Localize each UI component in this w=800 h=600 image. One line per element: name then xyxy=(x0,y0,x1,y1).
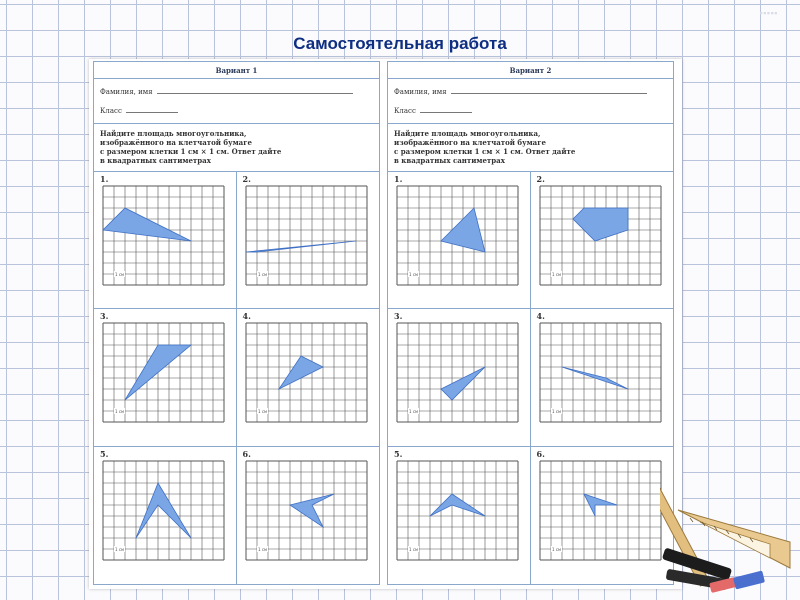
exercise-number: 2. xyxy=(242,174,251,184)
name-row xyxy=(100,88,353,96)
exercise-number: 3. xyxy=(100,311,109,322)
unit-label: 1 см xyxy=(551,272,561,277)
grid-figure xyxy=(102,460,225,561)
grid-figure xyxy=(396,460,519,561)
exercise-number: 4. xyxy=(242,311,251,322)
task-instructions xyxy=(388,124,673,172)
task-line: изображённого на клетчатой бумаге xyxy=(394,138,546,147)
unit-label: 1 см xyxy=(409,546,419,552)
polygon-figure xyxy=(136,483,191,538)
exercise-number: 5. xyxy=(394,448,403,459)
grid-lines xyxy=(103,461,224,560)
unit-label: 1 см xyxy=(257,272,267,277)
exercise-cell xyxy=(237,309,380,446)
grid-lines xyxy=(246,186,367,285)
student-info xyxy=(388,79,673,124)
exercise-number: 2. xyxy=(536,174,545,184)
slide-title: Самостоятельная работа xyxy=(293,34,507,53)
grid-figure xyxy=(102,322,225,423)
task-line: Найдите площадь многоугольника, xyxy=(394,129,541,138)
task-instructions xyxy=(94,124,379,172)
variant-title: Вариант 2 xyxy=(509,65,552,75)
name-row xyxy=(394,88,647,96)
variant-header xyxy=(388,62,673,79)
worksheet-page xyxy=(89,59,682,589)
grid-lines xyxy=(540,186,661,285)
grid-figure xyxy=(245,185,368,286)
name-blank-line xyxy=(157,92,353,94)
grid-lines xyxy=(246,461,367,560)
grid-lines xyxy=(103,323,224,422)
exercises-grid xyxy=(94,172,379,584)
grid-lines xyxy=(397,323,518,422)
task-line: в квадратных сантиметрах xyxy=(100,156,211,165)
grid-lines xyxy=(397,461,518,560)
exercise-cell xyxy=(237,447,380,584)
student-info xyxy=(94,79,379,124)
unit-label: 1 см xyxy=(551,409,561,415)
class-row xyxy=(100,107,178,115)
grid-lines xyxy=(540,461,661,560)
unit-label: 1 см xyxy=(257,546,267,552)
unit-label: 1 см xyxy=(409,272,419,277)
grid-figure xyxy=(245,322,368,423)
task-line: в квадратных сантиметрах xyxy=(394,156,505,165)
grid-lines xyxy=(103,186,224,285)
name-label: Фамилия, имя xyxy=(100,88,153,96)
exercise-number: 4. xyxy=(536,311,545,322)
task-line: с размером клетки 1 см × 1 см. Ответ дайте xyxy=(394,147,576,156)
task-line: с размером клетки 1 см × 1 см. Ответ дайте xyxy=(100,147,282,156)
exercise-cell xyxy=(388,172,531,309)
variant-header xyxy=(94,62,379,79)
task-line: изображённого на клетчатой бумаге xyxy=(100,138,252,147)
unit-label: 1 см xyxy=(551,546,561,552)
grid-lines xyxy=(397,186,518,285)
exercise-number: 6. xyxy=(536,448,545,459)
ruler-and-markers-illustration xyxy=(660,470,800,600)
variant-title: Вариант 1 xyxy=(215,65,258,75)
grid-figure xyxy=(102,185,225,286)
exercise-cell xyxy=(531,172,674,309)
exercise-number: 1. xyxy=(100,174,109,184)
grid-figure xyxy=(396,185,519,286)
grid-figure xyxy=(539,460,662,561)
polygon-figure xyxy=(573,208,628,241)
exercises-grid xyxy=(388,172,673,584)
exercise-number: 1. xyxy=(394,174,403,184)
grid-lines xyxy=(540,323,661,422)
class-label: Класс xyxy=(394,107,416,115)
exercise-cell xyxy=(531,447,674,584)
unit-label: 1 см xyxy=(409,409,419,415)
class-row xyxy=(394,107,472,115)
name-label: Фамилия, имя xyxy=(394,88,447,96)
exercise-cell xyxy=(94,447,237,584)
variant-1-panel xyxy=(93,61,380,585)
class-blank-line xyxy=(420,111,472,113)
unit-label: 1 см xyxy=(115,272,125,277)
class-blank-line xyxy=(126,111,178,113)
exercise-cell xyxy=(531,309,674,446)
variant-2-panel xyxy=(387,61,674,585)
unit-label: 1 см xyxy=(115,546,125,552)
exercise-number: 5. xyxy=(100,448,109,459)
class-label: Класс xyxy=(100,107,122,115)
name-blank-line xyxy=(451,92,647,94)
grid-figure xyxy=(396,322,519,423)
unit-label: 1 см xyxy=(257,409,267,415)
exercise-cell xyxy=(94,309,237,446)
task-line: Найдите площадь многоугольника, xyxy=(100,129,247,138)
grid-lines xyxy=(246,323,367,422)
grid-figure xyxy=(539,322,662,423)
unit-label: 1 см xyxy=(115,409,125,415)
exercise-cell xyxy=(388,309,531,446)
grid-figure xyxy=(539,185,662,286)
exercise-cell xyxy=(388,447,531,584)
exercise-number: 3. xyxy=(394,311,403,322)
exercise-cell xyxy=(237,172,380,309)
grid-figure xyxy=(245,460,368,561)
exercise-cell xyxy=(94,172,237,309)
exercise-number: 6. xyxy=(242,448,251,459)
watermark-stamp: ▪▪▪▪▪ xyxy=(759,8,778,18)
